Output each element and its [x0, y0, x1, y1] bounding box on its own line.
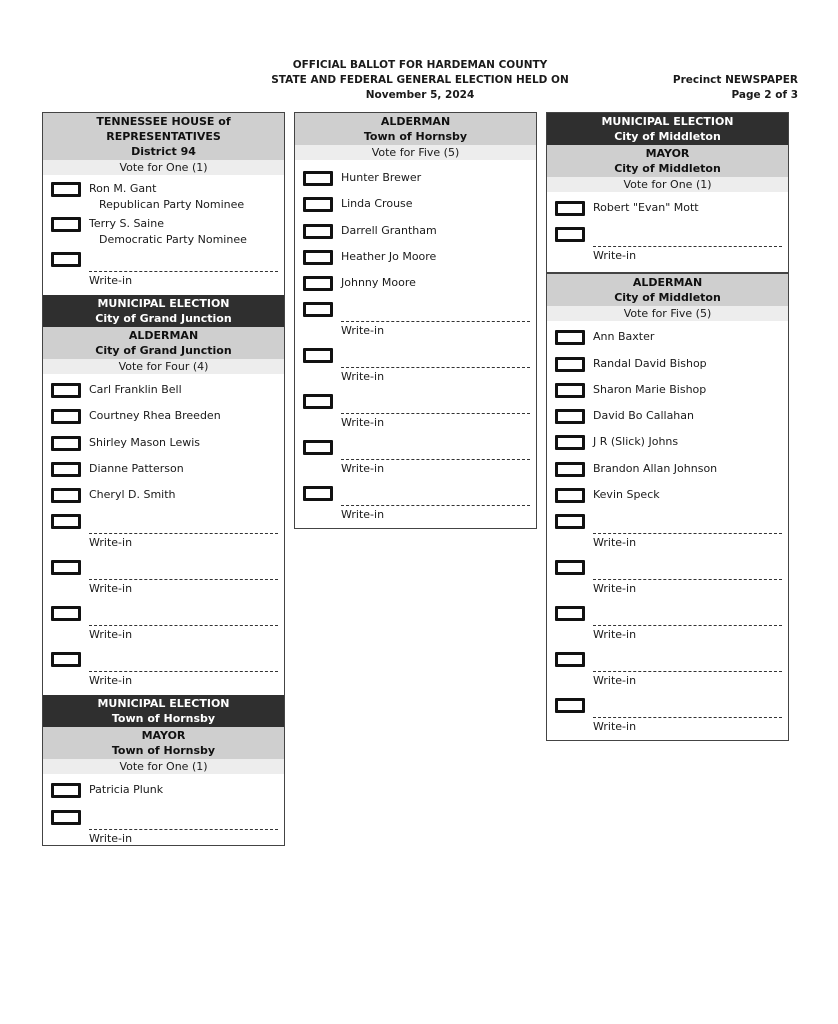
write-in-label: Write-in	[341, 370, 385, 384]
vote-oval[interactable]	[51, 252, 81, 267]
write-in-label: Write-in	[341, 462, 385, 476]
write-in-row[interactable]	[43, 651, 284, 691]
vote-oval[interactable]	[303, 250, 333, 265]
write-in-row[interactable]	[295, 485, 536, 531]
candidate-name: Sharon Marie Bishop	[593, 382, 707, 396]
vote-oval[interactable]	[51, 488, 81, 503]
precinct-info	[673, 73, 798, 103]
vote-oval[interactable]	[303, 486, 333, 501]
write-in-line[interactable]	[89, 829, 278, 830]
office-title: ALDERMAN	[380, 115, 451, 128]
vote-for-instruction: Vote for One (1)	[43, 160, 284, 175]
vote-oval[interactable]	[555, 435, 585, 450]
office-title: MAYOR	[141, 729, 186, 743]
contest-subtitle: District 94	[131, 145, 196, 158]
write-in-label: Write-in	[593, 582, 637, 596]
write-in-row[interactable]	[295, 347, 536, 393]
vote-oval[interactable]	[555, 652, 585, 667]
page-number: Page 2 of 3	[731, 89, 798, 101]
write-in-row[interactable]	[547, 513, 788, 559]
candidate-name: David Bo Callahan	[593, 409, 694, 423]
vote-oval[interactable]	[51, 182, 81, 197]
candidate-row[interactable]	[547, 200, 788, 226]
vote-oval[interactable]	[51, 436, 81, 451]
candidate-row[interactable]	[295, 249, 536, 275]
write-in-line[interactable]	[341, 459, 530, 460]
vote-oval[interactable]	[555, 462, 585, 477]
write-in-label: Write-in	[341, 324, 385, 338]
candidate-name: Darrell Grantham	[341, 223, 437, 237]
vote-oval[interactable]	[555, 383, 585, 398]
candidate-name: Patricia Plunk	[89, 783, 164, 797]
vote-oval[interactable]	[303, 224, 333, 239]
write-in-line[interactable]	[593, 533, 782, 534]
vote-oval[interactable]	[51, 217, 81, 232]
candidate-row[interactable]	[43, 782, 284, 808]
section-subtitle: City of Grand Junction	[95, 312, 232, 325]
write-in-line[interactable]	[341, 367, 530, 368]
vote-oval[interactable]	[51, 783, 81, 798]
candidate-party: Republican Party Nominee	[99, 198, 245, 211]
candidate-row[interactable]	[43, 461, 284, 487]
section-header-middleton	[547, 113, 788, 145]
contest-middleton-alderman	[547, 321, 788, 753]
vote-oval[interactable]	[555, 488, 585, 503]
vote-oval[interactable]	[51, 514, 81, 529]
ballot-title: OFFICIAL BALLOT FOR HARDEMAN COUNTY	[292, 59, 548, 71]
vote-oval[interactable]	[555, 201, 585, 216]
vote-oval[interactable]	[51, 409, 81, 424]
office-subtitle: City of Middleton	[614, 162, 721, 175]
vote-oval[interactable]	[303, 394, 333, 409]
write-in-label: Write-in	[89, 582, 133, 596]
vote-for-instruction: Vote for Five (5)	[547, 306, 788, 321]
ballot-column-3	[546, 112, 789, 741]
write-in-row[interactable]	[43, 513, 284, 559]
write-in-row[interactable]	[547, 226, 788, 266]
write-in-row[interactable]	[547, 651, 788, 697]
office-title: ALDERMAN	[632, 276, 703, 290]
write-in-line[interactable]	[89, 533, 278, 534]
write-in-line[interactable]	[341, 413, 530, 414]
candidate-name: Robert "Evan" Mott	[593, 201, 699, 214]
write-in-line[interactable]	[593, 717, 782, 718]
write-in-row[interactable]	[295, 393, 536, 439]
vote-oval[interactable]	[303, 197, 333, 212]
contest-header-grand-junction-alderman	[43, 327, 284, 359]
vote-oval[interactable]	[555, 227, 585, 242]
election-name: STATE AND FEDERAL GENERAL ELECTION HELD ON	[271, 74, 569, 86]
vote-oval[interactable]	[303, 171, 333, 186]
section-title: MUNICIPAL ELECTION	[97, 697, 230, 711]
candidate-row[interactable]	[43, 216, 284, 251]
office-subtitle: City of Grand Junction	[95, 344, 232, 357]
write-in-label: Write-in	[593, 628, 637, 642]
write-in-row[interactable]	[295, 439, 536, 485]
candidate-row[interactable]	[295, 170, 536, 196]
write-in-line[interactable]	[341, 321, 530, 322]
contest-hornsby-mayor	[43, 774, 284, 864]
write-in-row[interactable]	[547, 697, 788, 743]
candidate-row[interactable]	[43, 435, 284, 461]
write-in-label: Write-in	[89, 628, 133, 642]
contest-header-hornsby-alderman	[295, 113, 536, 145]
vote-oval[interactable]	[555, 606, 585, 621]
vote-oval[interactable]	[303, 276, 333, 291]
candidate-row[interactable]	[547, 434, 788, 460]
write-in-line[interactable]	[341, 505, 530, 506]
write-in-label: Write-in	[89, 274, 133, 287]
vote-oval[interactable]	[555, 357, 585, 372]
ballot-column-1	[42, 112, 285, 846]
vote-oval[interactable]	[555, 560, 585, 575]
vote-oval[interactable]	[51, 560, 81, 575]
candidate-row[interactable]	[43, 487, 284, 513]
section-header-grand-junction	[43, 295, 284, 327]
ballot-column-2	[294, 112, 537, 529]
candidate-name: Ann Baxter	[593, 330, 655, 344]
vote-oval[interactable]	[555, 698, 585, 713]
write-in-line[interactable]	[89, 671, 278, 672]
candidate-name: Dianne Patterson	[89, 461, 184, 475]
write-in-line[interactable]	[593, 625, 782, 626]
candidate-row[interactable]	[547, 329, 788, 355]
vote-oval[interactable]	[51, 606, 81, 621]
candidate-name: Carl Franklin Bell	[89, 383, 182, 396]
contest-title: TENNESSEE HOUSE of REPRESENTATIVES	[96, 115, 231, 143]
write-in-row[interactable]	[547, 559, 788, 605]
candidate-name: Brandon Allan Johnson	[593, 461, 718, 475]
section-title: MUNICIPAL ELECTION	[97, 297, 230, 310]
candidate-name: Linda Crouse	[341, 197, 413, 211]
candidate-name: Randal David Bishop	[593, 356, 707, 370]
contest-middleton-mayor	[547, 192, 788, 272]
section-header-hornsby	[43, 695, 284, 727]
candidate-row[interactable]	[295, 223, 536, 249]
write-in-label: Write-in	[89, 536, 133, 550]
candidate-name: Terry S. Saine	[89, 217, 164, 230]
write-in-row[interactable]	[43, 605, 284, 651]
candidate-name: Heather Jo Moore	[341, 249, 437, 263]
contest-house	[43, 175, 284, 295]
write-in-line[interactable]	[89, 625, 278, 626]
candidate-name: Shirley Mason Lewis	[89, 435, 201, 449]
vote-oval[interactable]	[555, 514, 585, 529]
contest-header-house	[43, 113, 284, 160]
candidate-row[interactable]	[547, 356, 788, 382]
contest-header-middleton-mayor	[547, 145, 788, 177]
write-in-label: Write-in	[341, 508, 385, 522]
office-subtitle: Town of Hornsby	[111, 744, 216, 758]
office-title: MAYOR	[645, 147, 690, 160]
write-in-line[interactable]	[593, 579, 782, 580]
write-in-label: Write-in	[593, 249, 637, 263]
candidate-name: Ron M. Gant	[89, 182, 157, 195]
vote-oval[interactable]	[51, 462, 81, 477]
vote-oval[interactable]	[303, 440, 333, 455]
candidate-name: Kevin Speck	[593, 488, 660, 502]
precinct-label: Precinct NEWSPAPER	[672, 74, 798, 86]
write-in-label: Write-in	[593, 536, 637, 550]
vote-oval[interactable]	[555, 330, 585, 345]
write-in-label: Write-in	[341, 416, 385, 430]
vote-for-instruction: Vote for One (1)	[43, 759, 284, 774]
write-in-label: Write-in	[89, 674, 133, 688]
write-in-line[interactable]	[593, 246, 782, 247]
write-in-row[interactable]	[43, 559, 284, 605]
write-in-line[interactable]	[593, 671, 782, 672]
write-in-row[interactable]	[43, 809, 284, 855]
vote-oval[interactable]	[51, 652, 81, 667]
candidate-row[interactable]	[547, 382, 788, 408]
vote-for-instruction: Vote for Four (4)	[43, 359, 284, 374]
candidate-name: Courtney Rhea Breeden	[89, 409, 221, 423]
office-subtitle: Town of Hornsby	[363, 130, 468, 143]
candidate-name: Hunter Brewer	[341, 171, 422, 184]
write-in-row[interactable]	[43, 251, 284, 291]
section-subtitle: Town of Hornsby	[111, 712, 216, 726]
election-date: November 5, 2024	[365, 89, 475, 101]
vote-for-instruction: Vote for Five (5)	[295, 145, 536, 160]
write-in-row[interactable]	[547, 605, 788, 651]
contest-hornsby-alderman	[295, 160, 536, 541]
candidate-party: Democratic Party Nominee	[99, 233, 247, 246]
section-title: MUNICIPAL ELECTION	[601, 115, 734, 128]
candidate-row[interactable]	[43, 382, 284, 408]
candidate-row[interactable]	[295, 275, 536, 301]
candidate-row[interactable]	[547, 408, 788, 434]
candidate-name: J R (Slick) Johns	[593, 435, 679, 449]
candidate-row[interactable]	[43, 181, 284, 216]
candidate-name: Johnny Moore	[341, 276, 416, 290]
office-title: ALDERMAN	[128, 329, 199, 342]
write-in-label: Write-in	[89, 831, 133, 845]
candidate-row[interactable]	[43, 408, 284, 434]
vote-oval[interactable]	[51, 810, 81, 825]
write-in-line[interactable]	[89, 579, 278, 580]
write-in-row[interactable]	[295, 301, 536, 347]
ballot-header	[250, 58, 590, 103]
vote-oval[interactable]	[555, 409, 585, 424]
section-subtitle: City of Middleton	[614, 130, 721, 143]
write-in-label: Write-in	[593, 674, 637, 688]
candidate-row[interactable]	[547, 487, 788, 513]
vote-oval[interactable]	[303, 302, 333, 317]
write-in-line[interactable]	[89, 271, 278, 272]
contest-header-middleton-alderman	[547, 274, 788, 306]
candidate-row[interactable]	[547, 461, 788, 487]
vote-for-instruction: Vote for One (1)	[547, 177, 788, 192]
contest-header-hornsby-mayor	[43, 727, 284, 759]
office-subtitle: City of Middleton	[614, 291, 721, 305]
vote-oval[interactable]	[51, 383, 81, 398]
vote-oval[interactable]	[303, 348, 333, 363]
candidate-name: Cheryl D. Smith	[89, 488, 176, 502]
write-in-label: Write-in	[593, 720, 637, 734]
contest-grand-junction-alderman	[43, 374, 284, 695]
candidate-row[interactable]	[295, 196, 536, 222]
